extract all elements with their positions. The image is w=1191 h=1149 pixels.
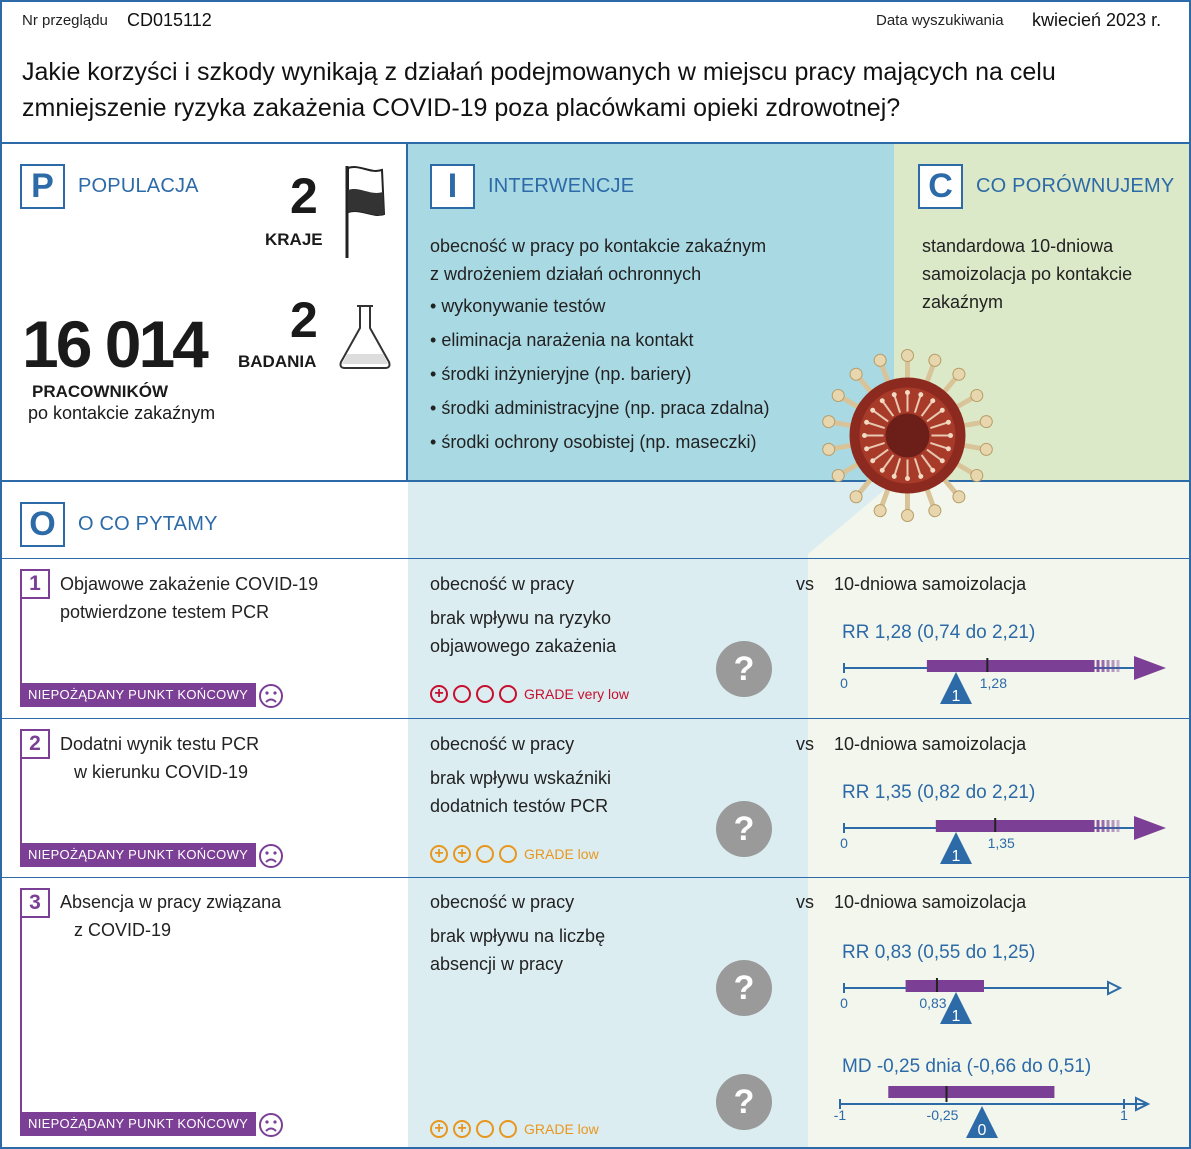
grade-empty-circle (499, 1120, 517, 1138)
outcome-finding: brak wpływu na liczbę (430, 926, 606, 946)
forest-plot (836, 804, 1176, 868)
outcome-intervention: obecność w pracy (430, 892, 575, 912)
studies-label: BADANIA (238, 352, 317, 371)
question-icon: ? (716, 1074, 772, 1130)
outcome-intervention: obecność w pracy (430, 734, 575, 754)
intervention-line-1: obecność w pracy po kontakcie zakaźnym (430, 236, 767, 256)
outcome-finding: dodatnich testów PCR (430, 796, 609, 816)
virus-spike (961, 439, 994, 456)
bullet-item: • środki administracyjne (np. praca zdalna) (430, 398, 770, 418)
ci-bar-fade (1112, 820, 1115, 832)
ci-bar-fade (1102, 660, 1105, 672)
tick-label: 0 (840, 835, 848, 851)
review-id: CD015112 (127, 10, 212, 30)
forest-plot (836, 644, 1176, 708)
null-label: 1 (951, 848, 961, 865)
outcome-title: Absencja w pracy związana (60, 892, 282, 912)
outcome-number: 3 (20, 888, 50, 918)
studies-count: 2 (290, 292, 318, 348)
sad-face-icon (258, 683, 284, 709)
grade-empty-circle (476, 845, 494, 863)
comparison-label: CO PORÓWNUJEMY (976, 175, 1175, 197)
comparison-line-2: samoizolacja po kontakcie (922, 264, 1133, 284)
null-label: 1 (951, 1008, 961, 1025)
effect-estimate: RR 1,28 (0,74 do 2,21) (842, 622, 1036, 643)
question-line-1: Jakie korzyści i szkody wynikają z działań podejmowanych w miejscu pracy mających na celu (22, 58, 1056, 86)
tick-label: 1 (1120, 1107, 1128, 1123)
grade-empty-circle (499, 685, 517, 703)
forest-plot (836, 964, 1176, 1028)
grade-label: GRADE low (524, 1121, 599, 1138)
p-badge: P (20, 164, 65, 209)
virus-spike (822, 415, 855, 432)
outcome-divider (0, 718, 1191, 719)
virus-icon (820, 348, 995, 523)
outcome-number: 2 (20, 729, 50, 759)
grade-empty-circle (476, 1120, 494, 1138)
grade-filled-circle: + (453, 845, 471, 863)
virus-spike (961, 415, 994, 432)
question-icon: ? (716, 801, 772, 857)
ci-bar-fade (1117, 820, 1120, 832)
effect-estimate: RR 0,83 (0,55 do 1,25) (842, 942, 1036, 963)
tick-label: 0 (840, 995, 848, 1011)
grade-rating (430, 1120, 599, 1138)
ci-bar (888, 1086, 1054, 1098)
ci-bar-fade (1092, 820, 1095, 832)
virus-spike (902, 350, 914, 381)
ci-bar-fade (1107, 660, 1110, 672)
bullet-item: • środki inżynieryjne (np. bariery) (430, 364, 692, 384)
flask-icon (335, 302, 395, 372)
vs-label: vs (796, 734, 814, 754)
search-date-label: Data wyszukiwania (876, 12, 1004, 29)
outcome-title: z COVID-19 (74, 920, 172, 940)
point-label: 1,28 (979, 675, 1007, 691)
tick-label: -1 (833, 1107, 847, 1123)
ci-bar-fade (1117, 660, 1120, 672)
axis-arrow (1108, 982, 1120, 994)
intervention-label: INTERWENCJE (488, 175, 635, 197)
sad-face-icon (258, 1112, 284, 1138)
comparison-line-1: standardowa 10-dniowa (922, 236, 1114, 256)
tick-label: 0 (840, 675, 848, 691)
adverse-endpoint-badge: NIEPOŻĄDANY PUNKT KOŃCOWY (20, 1112, 256, 1136)
sad-face-icon (258, 843, 284, 869)
grade-label: GRADE low (524, 846, 599, 863)
outcome-title: w kierunku COVID-19 (74, 762, 249, 782)
point-label: -0,25 (926, 1107, 959, 1123)
outcome-title: Dodatni wynik testu PCR (60, 734, 260, 754)
ci-arrow (1134, 656, 1166, 680)
question-line-2: zmniejszenie ryzyka zakażenia COVID-19 poza placówkami opieki zdrowotnej? (22, 94, 901, 122)
effect-estimate: RR 1,35 (0,82 do 2,21) (842, 782, 1036, 803)
forest-plot-md (826, 1078, 1176, 1142)
ci-bar-fade (1097, 820, 1100, 832)
pico-divider (0, 480, 1191, 482)
ci-bar (927, 660, 1092, 672)
flag-icon (340, 162, 390, 262)
i-badge: I (430, 164, 475, 209)
countries-count: 2 (290, 168, 318, 224)
ci-bar-fade (1097, 660, 1100, 672)
outcome-title: potwierdzone testem PCR (60, 602, 270, 622)
outcome-intervention: obecność w pracy (430, 574, 575, 594)
ci-arrow (1134, 816, 1166, 840)
point-label: 0,83 (919, 995, 947, 1011)
vs-label: vs (796, 574, 814, 594)
ci-bar-fade (1112, 660, 1115, 672)
grade-filled-circle: + (430, 1120, 448, 1138)
outcome-title: Objawowe zakażenie COVID-19 (60, 574, 319, 594)
bullet-item: • wykonywanie testów (430, 296, 606, 316)
grade-empty-circle (499, 845, 517, 863)
o-badge: O (20, 502, 65, 547)
workers-label: PRACOWNIKÓW (32, 382, 168, 401)
outcome-bracket (20, 916, 22, 1116)
outcome-comparator: 10-dniowa samoizolacja (834, 574, 1027, 594)
outcomes-label: O CO PYTAMY (78, 513, 218, 535)
intervention-line-2: z wdrożeniem działań ochronnych (430, 264, 702, 284)
ci-bar (936, 820, 1092, 832)
ci-bar-fade (1107, 820, 1110, 832)
virus-spike (822, 439, 855, 456)
grade-filled-circle: + (430, 845, 448, 863)
vs-label: vs (796, 892, 814, 912)
ci-bar-fade (1102, 820, 1105, 832)
outcome-bracket (20, 757, 22, 847)
outcome-divider (0, 558, 1191, 559)
adverse-endpoint-badge: NIEPOŻĄDANY PUNKT KOŃCOWY (20, 843, 256, 867)
countries-label: KRAJE (265, 230, 323, 249)
comparison-line-3: zakaźnym (922, 292, 1004, 312)
virus-spike (902, 491, 914, 522)
c-badge: C (918, 164, 963, 209)
question-icon: ? (716, 641, 772, 697)
bullet-item: • środki ochrony osobistej (np. maseczki) (430, 432, 757, 452)
outcome-divider (0, 877, 1191, 878)
review-label: Nr przeglądu (22, 12, 108, 29)
outcome-finding: brak wpływu wskaźniki (430, 768, 612, 788)
grade-rating (430, 685, 629, 703)
outcome-finding: brak wpływu na ryzyko (430, 608, 612, 628)
outcome-finding: absencji w pracy (430, 954, 564, 974)
null-label: 0 (977, 1122, 987, 1139)
grade-rating (430, 845, 599, 863)
outcome-bracket (20, 597, 22, 687)
search-date: kwiecień 2023 r. (1032, 10, 1162, 30)
workers-count: 16 014 (22, 307, 206, 381)
null-label: 1 (951, 688, 961, 705)
outcome-comparator: 10-dniowa samoizolacja (834, 892, 1027, 912)
ci-bar-fade (1092, 660, 1095, 672)
question-icon: ? (716, 960, 772, 1016)
grade-label: GRADE very low (524, 686, 630, 703)
grade-filled-circle: + (430, 685, 448, 703)
outcome-comparator: 10-dniowa samoizolacja (834, 734, 1027, 754)
point-label: 1,35 (987, 835, 1015, 851)
bullet-item: • eliminacja narażenia na kontakt (430, 330, 694, 350)
population-label: POPULACJA (78, 175, 199, 197)
grade-empty-circle (453, 685, 471, 703)
outcome-finding: objawowego zakażenia (430, 636, 617, 656)
ci-bar (906, 980, 984, 992)
grade-filled-circle: + (453, 1120, 471, 1138)
adverse-endpoint-badge: NIEPOŻĄDANY PUNKT KOŃCOWY (20, 683, 256, 707)
outcome-number: 1 (20, 569, 50, 599)
effect-estimate-md: MD -0,25 dnia (-0,66 do 0,51) (842, 1056, 1092, 1077)
pic-divider-1 (406, 144, 408, 482)
grade-empty-circle (476, 685, 494, 703)
workers-sub: po kontakcie zakaźnym (28, 403, 216, 423)
